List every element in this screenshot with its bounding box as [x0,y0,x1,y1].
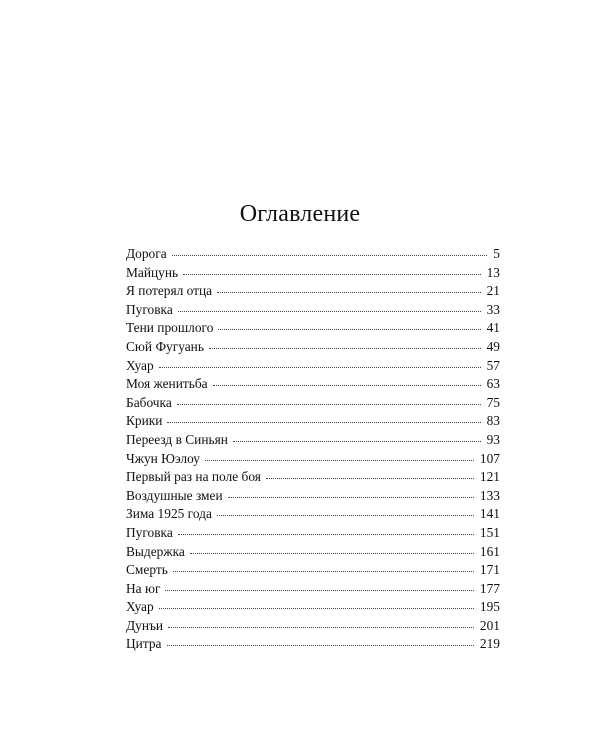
toc-entry [126,264,500,283]
dot-leader [159,604,474,609]
toc-entry-page-number: 195 [479,599,500,615]
toc-entry-page-number: 5 [493,246,500,261]
toc-entry-page-number: 63 [486,376,500,392]
toc-entry-page-number: 49 [486,338,500,354]
toc-entry-title: Воздушные змеи [126,487,223,503]
toc-entry [126,487,500,506]
table-of-contents [126,245,500,654]
toc-entry-title: Цитра [126,636,162,652]
toc-entry-page-number: 33 [486,301,500,317]
dot-leader [178,307,481,312]
toc-entry-title: Бабочка [126,394,172,410]
toc-entry-title: Крики [126,413,163,429]
toc-entry [126,635,500,654]
toc-entry-title: Дорога [126,246,167,261]
toc-entry-title: Первый раз на поле боя [126,469,261,485]
dot-leader [168,623,474,628]
dot-leader [266,474,474,479]
toc-entry-page-number: 201 [479,617,500,633]
toc-entry-title: Тени прошлого [126,320,214,336]
toc-entry-title: Выдержка [126,543,185,559]
toc-entry [126,617,500,636]
dot-leader [218,325,480,330]
toc-entry [126,468,500,487]
toc-entry-page-number: 151 [479,524,500,540]
toc-entry-title: Хуар [126,599,154,615]
toc-entry-page-number: 171 [479,562,500,578]
dot-leader [178,530,474,535]
toc-entry [126,245,500,264]
toc-entry [126,561,500,580]
dot-leader [209,344,481,349]
toc-entry-page-number: 161 [479,543,500,559]
toc-entry [126,338,500,357]
dot-leader [167,418,480,423]
toc-entry-title: Моя женитьба [126,376,208,392]
toc-entry [126,598,500,617]
toc-entry-page-number: 93 [486,431,500,447]
dot-leader [228,493,474,498]
toc-entry-page-number: 177 [479,580,500,596]
toc-entry-title: Майцунь [126,264,179,280]
dot-leader [217,511,474,516]
toc-entry-title: Сюй Фугуань [126,338,204,354]
toc-entry [126,450,500,469]
dot-leader [213,381,481,386]
dot-leader [165,586,473,591]
dot-leader [159,363,481,368]
toc-entry-page-number: 57 [486,357,500,373]
toc-entry [126,543,500,562]
toc-entry [126,431,500,450]
toc-entry [126,524,500,543]
toc-entry-page-number: 219 [479,636,500,652]
toc-entry [126,394,500,413]
toc-entry-title: Я потерял отца [126,283,213,299]
toc-entry-page-number: 75 [486,394,500,410]
dot-leader [172,251,488,256]
toc-entry [126,505,500,524]
dot-leader [177,400,481,405]
toc-entry-page-number: 141 [479,506,500,522]
toc-entry-page-number: 107 [479,450,500,466]
toc-entry [126,412,500,431]
dot-leader [233,437,481,442]
toc-entry-title: Пуговка [126,524,173,540]
toc-entry-title: Переезд в Синьян [126,431,228,447]
dot-leader [217,288,480,293]
toc-entry [126,357,500,376]
toc-entry-title: Хуар [126,357,154,373]
toc-entry-page-number: 133 [479,487,500,503]
dot-leader [190,549,474,554]
toc-entry-title: Дунъи [126,617,164,633]
toc-entry [126,580,500,599]
dot-leader [173,567,474,572]
toc-entry-title: Пуговка [126,301,173,317]
toc-entry [126,375,500,394]
toc-entry-title: Смерть [126,562,168,578]
dot-leader [167,641,474,646]
toc-entry [126,282,500,301]
toc-entry-page-number: 83 [486,413,500,429]
page-title: Оглавление [239,201,361,227]
toc-entry-page-number: 21 [486,283,500,299]
toc-entry-page-number: 121 [479,469,500,485]
dot-leader [183,270,480,275]
toc-entry-title: На юг [126,580,161,596]
toc-entry-title: Зима 1925 года [126,506,212,522]
toc-entry-title: Чжун Юэлоу [126,450,200,466]
toc-entry [126,319,500,338]
toc-entry-page-number: 41 [486,320,500,336]
toc-entry [126,301,500,320]
toc-entry-page-number: 13 [486,264,500,280]
dot-leader [205,456,474,461]
